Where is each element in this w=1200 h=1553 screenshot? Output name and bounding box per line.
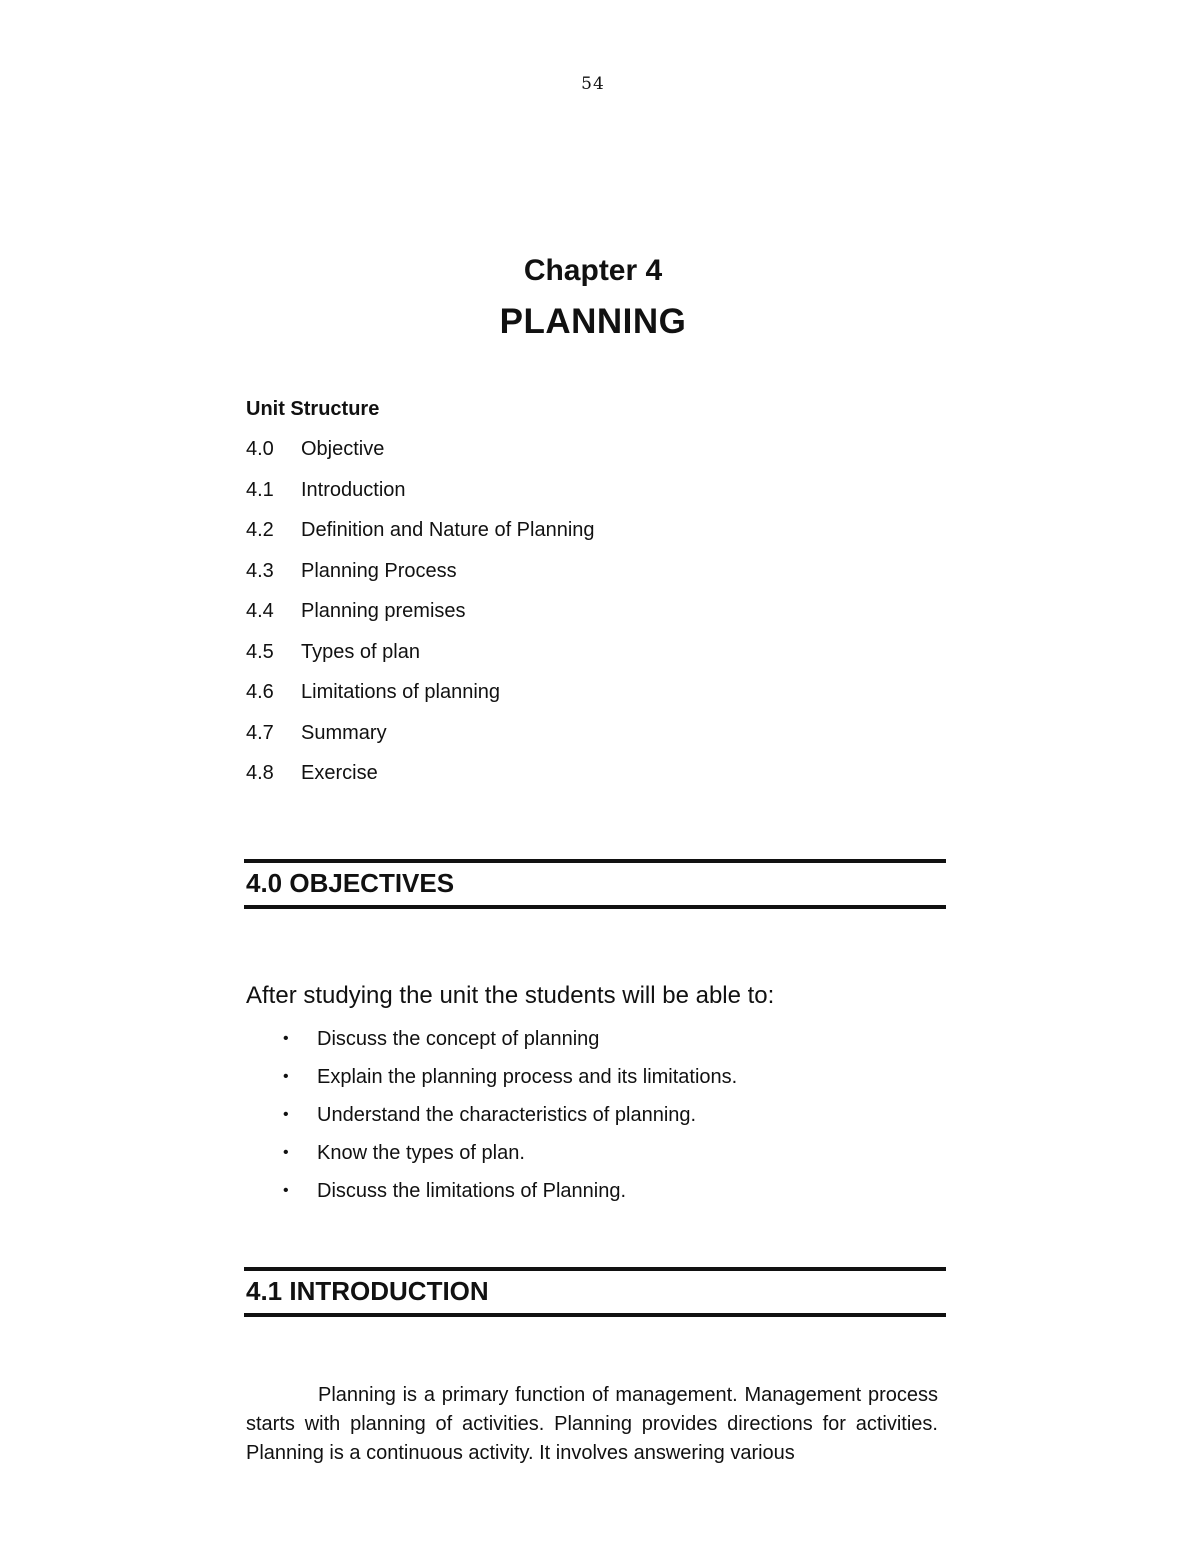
list-item [283,1102,737,1140]
list-item [283,1178,737,1216]
bullet-icon: • [283,1144,289,1161]
toc-item-number: 4.8 [246,762,274,784]
bullet-icon: • [283,1182,289,1199]
toc-item [246,721,595,762]
objectives-bullet-list [283,1026,737,1216]
unit-structure-heading: Unit Structure [246,398,380,420]
unit-structure-list [246,437,595,802]
bullet-icon: • [283,1106,289,1123]
toc-item-label: Introduction [301,478,406,501]
toc-item-label: Definition and Nature of Planning [301,519,595,541]
bullet-text: Understand the characteristics of planning. [317,1104,697,1126]
toc-item [246,437,595,478]
chapter-label: Chapter 4 [523,254,663,287]
toc-item-label: Limitations of planning [301,681,501,703]
toc-item [246,559,595,600]
objectives-heading: 4.0 OBJECTIVES [244,859,946,909]
chapter-title: PLANNING [499,302,687,341]
bullet-text: Explain the planning process and its limitations. [317,1066,738,1088]
toc-item [246,478,595,519]
toc-item [246,680,595,721]
toc-item-label: Summary [301,721,387,744]
toc-item-label: Types of plan [301,640,420,663]
page-number: 54 [581,74,605,94]
toc-item-number: 4.5 [246,640,274,663]
list-item [283,1064,737,1102]
introduction-paragraph: Planning is a primary function of management. Management process starts with planning of activities. Planning provides directions for activities. Planning is a continuous activity. It involves answering various [246,1384,938,1464]
toc-item [246,761,595,802]
toc-item [246,640,595,681]
list-item [283,1140,737,1178]
objectives-lead: After studying the unit the students will be able to: [246,982,775,1009]
toc-item-number: 4.2 [246,519,274,541]
list-item [283,1026,737,1064]
toc-item [246,599,595,640]
toc-item-number: 4.4 [246,600,274,622]
introduction-heading: 4.1 INTRODUCTION [244,1267,946,1317]
toc-item-label: Exercise [301,762,378,784]
bullet-text: Discuss the concept of planning [317,1028,600,1050]
toc-item-number: 4.0 [246,438,274,460]
toc-item-number: 4.3 [246,559,274,582]
toc-item-label: Planning premises [301,600,466,622]
bullet-icon: • [283,1068,289,1085]
toc-item-number: 4.7 [246,721,274,744]
bullet-text: Know the types of plan. [317,1142,525,1164]
toc-item-number: 4.6 [246,681,274,703]
bullet-icon: • [283,1030,289,1047]
toc-item-label: Objective [301,438,385,460]
bullet-text: Discuss the limitations of Planning. [317,1180,627,1202]
toc-item [246,518,595,559]
toc-item-label: Planning Process [301,559,457,582]
toc-item-number: 4.1 [246,478,274,501]
